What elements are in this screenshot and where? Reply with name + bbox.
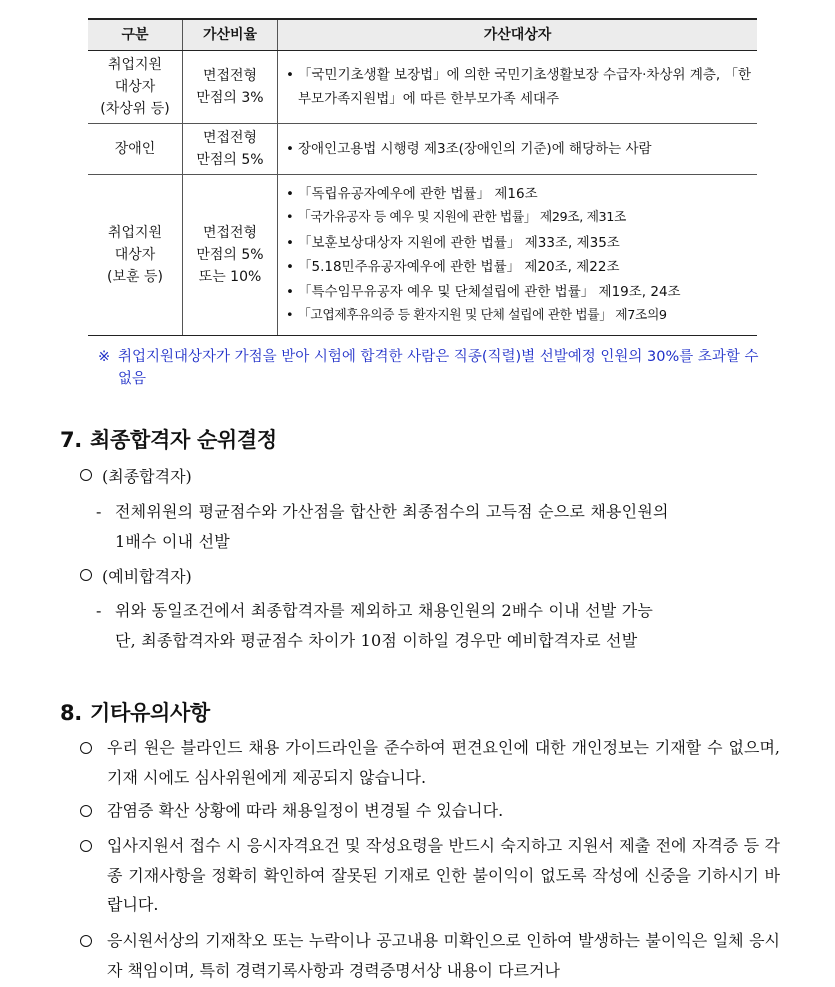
section-title: 기타유의사항 bbox=[90, 701, 210, 725]
final-passers-rule bbox=[96, 497, 669, 557]
category-text: 취업지원 대상자 (보훈 등) bbox=[107, 225, 163, 285]
rule-line: 위와 동일조건에서 최종합격자를 제외하고 채용인원의 2배수 이내 선발 가능 bbox=[115, 601, 654, 620]
notice-text: 감염증 확산 상황에 따라 채용일정이 변경될 수 있습니다. bbox=[107, 801, 504, 820]
notice-item bbox=[80, 733, 780, 792]
category-text: 장애인 bbox=[114, 141, 156, 157]
note-text: 취업지원대상자가 가점을 받아 시험에 합격한 사람은 직종(직렬)별 선발예정 인원의 30%를 초과할 수 없음 bbox=[118, 349, 759, 387]
target-item bbox=[286, 63, 753, 112]
targets-cell bbox=[278, 51, 758, 124]
reference-mark-icon: ※ bbox=[98, 349, 111, 365]
target-text: 「고엽제후유의증 등 환자지원 및 단체 설립에 관한 법률」 제7조의9 bbox=[298, 308, 667, 323]
notice-text: 우리 원은 블라인드 채용 가이드라인을 준수하여 편견요인에 대한 개인정보는 기재할 수 없으며, 기재 시에도 심사위원에게 제공되지 않습니다. bbox=[107, 738, 780, 787]
target-text: 장애인고용법 시행령 제3조(장애인의 기준)에 해당하는 사람 bbox=[298, 140, 652, 157]
section-number: 7. bbox=[60, 428, 82, 452]
target-item bbox=[286, 255, 753, 280]
ratio-text: 면접전형 만점의 5% 또는 10% bbox=[196, 225, 264, 285]
targets-cell bbox=[278, 175, 758, 336]
target-item bbox=[286, 137, 753, 162]
section-8-heading bbox=[60, 697, 210, 727]
rule-line: 전체위원의 평균점수와 가산점을 합산한 최종점수의 고득점 순으로 채용인원의 bbox=[115, 502, 669, 521]
section-7-heading bbox=[60, 424, 277, 454]
target-item bbox=[286, 304, 753, 329]
ratio-cell bbox=[183, 124, 278, 175]
bullet-icon: • bbox=[286, 185, 294, 202]
notice-item bbox=[80, 926, 780, 985]
category-cell bbox=[88, 51, 183, 124]
table-row bbox=[88, 51, 757, 124]
dash-icon: - bbox=[96, 601, 102, 620]
target-item bbox=[286, 231, 753, 256]
section-title: 최종합격자 순위결정 bbox=[90, 428, 277, 452]
rule-line: 단, 최종합격자와 평균점수 차이가 10점 이하일 경우만 예비합격자로 선발 bbox=[115, 631, 638, 650]
bullet-icon: • bbox=[286, 259, 294, 275]
dash-icon: - bbox=[96, 502, 102, 521]
target-item bbox=[286, 206, 753, 231]
ratio-cell bbox=[183, 175, 278, 336]
target-item bbox=[286, 182, 753, 207]
table-row bbox=[88, 124, 757, 175]
category-cell bbox=[88, 175, 183, 336]
table-row bbox=[88, 175, 757, 336]
ratio-text: 면접전형 만점의 5% bbox=[196, 130, 264, 168]
section-number: 8. bbox=[60, 701, 82, 725]
target-text: 「특수임무유공자 예우 및 단체설립에 관한 법률」 제19조, 24조 bbox=[298, 283, 681, 300]
target-item bbox=[286, 280, 753, 305]
target-text: 「국가유공자 등 예우 및 지원에 관한 법률」 제29조, 제31조 bbox=[298, 210, 627, 225]
targets-cell bbox=[278, 124, 758, 175]
target-text: 「국민기초생활 보장법」에 의한 국민기초생활보장 수급자·차상위 계층, 「한부모가족지원법」에 따른 한부모가족 세대주 bbox=[298, 66, 752, 107]
bullet-icon: • bbox=[286, 234, 294, 251]
bonus-points-table bbox=[88, 18, 757, 336]
category-cell bbox=[88, 124, 183, 175]
circle-bullet-icon bbox=[80, 805, 92, 817]
reserve-passers-label-text: (예비합격자) bbox=[102, 567, 192, 586]
reserve-passers-rule bbox=[96, 596, 653, 656]
circle-bullet-icon bbox=[80, 742, 92, 754]
quota-note bbox=[98, 346, 770, 390]
circle-bullet-icon bbox=[80, 569, 92, 581]
bullet-icon: • bbox=[286, 308, 294, 323]
reserve-passers-label bbox=[80, 564, 192, 587]
circle-bullet-icon bbox=[80, 469, 92, 481]
final-passers-label-text: (최종합격자) bbox=[102, 467, 192, 486]
target-text: 「독립유공자예우에 관한 법률」 제16조 bbox=[298, 185, 538, 202]
table-header-row bbox=[88, 19, 757, 51]
notice-text: 입사지원서 접수 시 응시자격요건 및 작성요령을 반드시 숙지하고 지원서 제출 전에 자격증 등 각종 기재사항을 정확히 확인하여 잘못된 기재로 인한 불이익이 없도록 작성에 신중을 기하시기 바랍니다. bbox=[107, 836, 780, 914]
category-text: 취업지원 대상자 (차상위 등) bbox=[100, 57, 170, 117]
circle-bullet-icon bbox=[80, 840, 92, 852]
rule-line: 1배수 이내 선발 bbox=[115, 532, 230, 551]
column-header-category: 구분 bbox=[88, 19, 183, 51]
bullet-icon: • bbox=[286, 140, 294, 157]
notice-item bbox=[80, 796, 780, 826]
ratio-text: 면접전형 만점의 3% bbox=[196, 68, 264, 106]
ratio-cell bbox=[183, 51, 278, 124]
notice-item bbox=[80, 831, 780, 920]
target-text: 「보훈보상대상자 지원에 관한 법률」 제33조, 제35조 bbox=[298, 234, 620, 251]
notice-text: 응시원서상의 기재착오 또는 누락이나 공고내용 미확인으로 인하여 발생하는 불이익은 일체 응시자 책임이며, 특히 경력기록사항과 경력증명서상 내용이 다르거나 bbox=[107, 931, 780, 980]
bullet-icon: • bbox=[286, 66, 294, 83]
circle-bullet-icon bbox=[80, 935, 92, 947]
bullet-icon: • bbox=[286, 210, 294, 225]
column-header-targets: 가산대상자 bbox=[278, 19, 758, 51]
target-text: 「5.18민주유공자예우에 관한 법률」 제20조, 제22조 bbox=[298, 259, 620, 275]
column-header-ratio: 가산비율 bbox=[183, 19, 278, 51]
final-passers-label bbox=[80, 464, 192, 487]
bullet-icon: • bbox=[286, 283, 294, 300]
